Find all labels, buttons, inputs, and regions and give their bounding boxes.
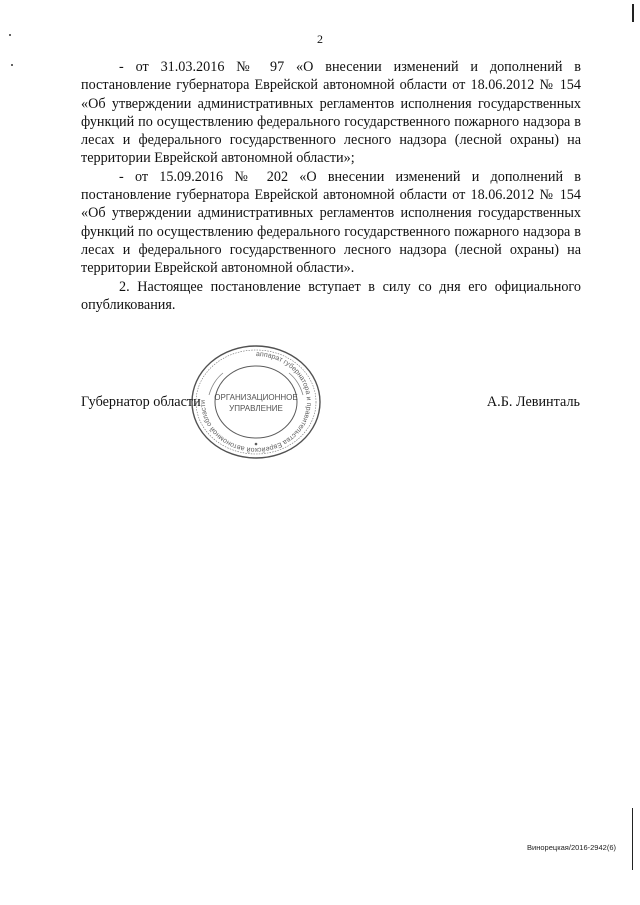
page-number: 2 [317,32,323,46]
document-registry-code: Винорецкая/2016-2942(6) [527,843,616,852]
official-stamp [189,343,323,463]
stamp-ring-text: аппарат губернатора и правительства Еврейской автономной области [199,350,312,454]
paragraph-effective-date: 2. Настоящее постановление вступает в силу со дня его официального опубликования. [81,278,581,313]
scan-edge-mark-top [632,4,634,22]
paragraph-amendment-202: - от 15.09.2016 № 202 «О внесении изменений и дополнений в постановление губернатора Еврейской автономной области от 18.06.2012 № 154 «Об утверждении административных регламентов исполнения государственных функций по осуществлению федерального государственного пожарного надзора в лесах и федерального государственного лесного надзора (лесной охраны) на территории Еврейской автономной области». [81,168,581,277]
signature-title: Губернатор области [81,394,201,410]
stamp-center-line-2: УПРАВЛЕНИЕ [229,404,283,413]
scan-dot-mid [11,64,13,66]
stamp-center-line-1: ОРГАНИЗАЦИОННОЕ [214,393,298,402]
scan-edge-mark-bottom [632,808,633,870]
signature-name: А.Б. Левинталь [486,394,580,410]
paragraph-amendment-97: - от 31.03.2016 № 97 «О внесении изменений и дополнений в постановление губернатора Еврейской автономной области от 18.06.2012 № 154 «Об утверждении административных регламентов исполнения государственных функций по осуществлению федерального государственного пожарного надзора в лесах и федерального государственного лесного надзора (лесной охраны) на территории Еврейской автономной области»; [81,59,581,167]
document-body [81,58,581,314]
